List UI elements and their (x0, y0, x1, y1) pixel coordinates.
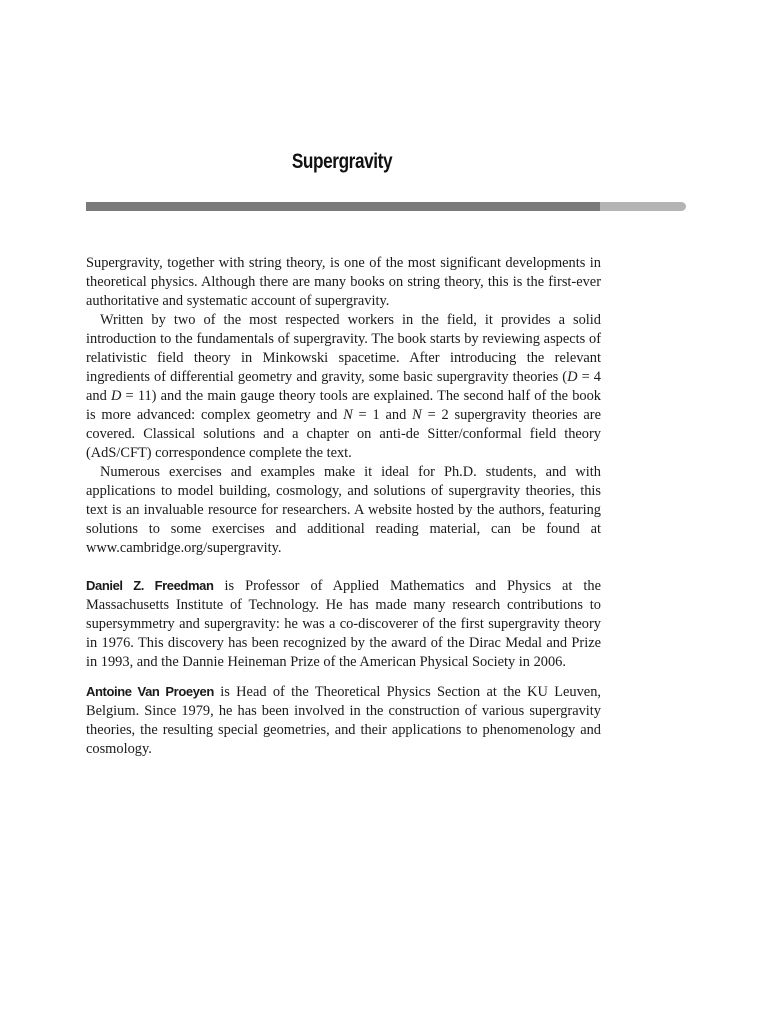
description-text: and (86, 388, 111, 404)
math-variable: D (567, 369, 578, 385)
title-rule-light-segment (600, 202, 686, 211)
book-title: Supergravity (291, 150, 393, 173)
math-value: = 1 (352, 407, 380, 423)
author-bio-van-proeyen (86, 682, 601, 759)
description-text: ) and the main gauge theory tools are explained. The second half of the book is more advanced: complex geometry and (86, 388, 601, 423)
description-text: Written by two of the most respected workers in the field, it provides a solid introduction to the fundamentals of supergravity. The book starts by reviewing aspects of relativistic field theory in Minkowski spacetime. After introducing the relevant ingredients of differential geometry and gravity, some basic supergravity theories ( (86, 312, 601, 385)
description-text: supergravity theories are covered. Classical solutions and a chapter on anti-de Sitter/conformal field theory (AdS/CFT) correspondence complete the text. (86, 407, 601, 461)
description-paragraph-1: Supergravity, together with string theory, is one of the most significant developments in theoretical physics. Although there are many books on string theory, this is the first-ever authoritative and systematic account of supergravity. (86, 255, 601, 309)
author-bio-text: is Professor of Applied Mathematics and Physics at the Massachusetts Institute of Technology. He has made many research contributions to supersymmetry and supergravity: he was a co-discoverer of the first supergravity theory in 1976. This discovery has been recognized by the award of the Dirac Medal and Prize in 1993, and the Dannie Heineman Prize of the American Physical Society in 2006. (86, 578, 601, 670)
math-variable: N (412, 407, 422, 423)
description-paragraph-2 (86, 311, 601, 463)
description-paragraph-3: Numerous exercises and examples make it ideal for Ph.D. students, and with applications to model building, cosmology, and solutions of supergravity theories, this text is an invaluable resource for researchers. A website hosted by the authors, featuring solutions to some exercises and additional reading material, can be found at www.cambridge.org/supergravity. (86, 464, 601, 556)
math-variable: N (343, 407, 353, 423)
author-name: Daniel Z. Freedman (86, 578, 214, 593)
description-text: and (379, 407, 413, 423)
math-value: = 11 (121, 388, 152, 404)
author-bio-freedman (86, 576, 601, 672)
math-value: = 2 (421, 407, 449, 423)
author-bio-text: is Head of the Theoretical Physics Section at the KU Leuven, Belgium. Since 1979, he has been involved in the construction of various supergravity theories, the resulting special geometries, and their applications to phenomenology and cosmology. (86, 684, 601, 757)
title-rule-dark-segment (86, 202, 600, 211)
book-description (86, 254, 601, 558)
author-name: Antoine Van Proeyen (86, 684, 214, 699)
title-rule (86, 202, 686, 211)
math-value: = 4 (577, 369, 601, 385)
math-variable: D (110, 388, 122, 404)
